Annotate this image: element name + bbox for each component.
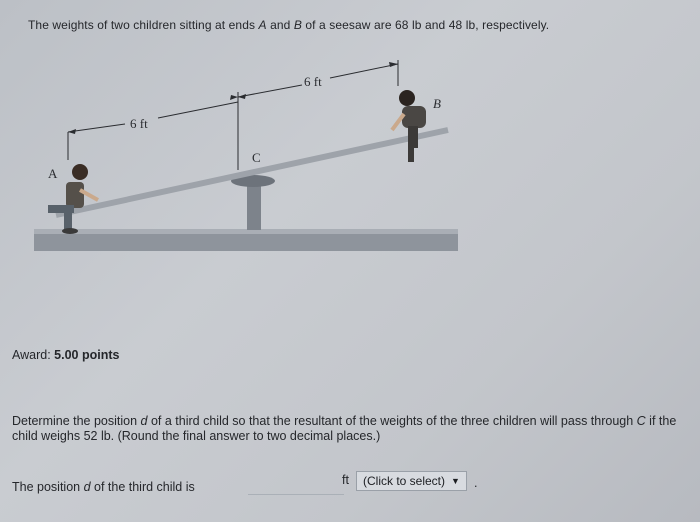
question-text [12, 414, 682, 444]
answer-label [12, 480, 195, 494]
dim-line-right-b [330, 64, 398, 78]
answer-label-part: of the third child is [90, 480, 195, 494]
dim-line-left-a [68, 124, 125, 132]
question-text-part: if the child weighs 52 lb. (Round the final answer to two decimal places.) [12, 414, 677, 443]
unit-label: ft [342, 473, 349, 487]
dimension-label-left: 6 ft [130, 116, 148, 131]
variable-d: d [83, 480, 91, 494]
question-text-part: Determine the position [12, 414, 141, 428]
arrowhead [230, 95, 238, 100]
ground-top [34, 229, 458, 234]
trailing-period: . [474, 476, 478, 490]
problem-text-part: and [266, 18, 294, 32]
problem-text-part: of a seesaw are 68 lb and 48 lb, respectively. [301, 18, 550, 32]
award-points: 5.00 points [54, 348, 120, 362]
fulcrum-post [247, 182, 261, 230]
variable-a: A [258, 18, 267, 32]
unit-select-dropdown[interactable] [356, 471, 467, 491]
label-c: C [252, 150, 261, 165]
variable-c: C [636, 414, 646, 428]
child-b-figure [392, 90, 426, 162]
caret-down-icon: ▼ [451, 476, 460, 486]
award-prefix: Award: [12, 348, 51, 362]
dim-line-right-a [238, 85, 302, 97]
label-b: B [433, 96, 441, 111]
variable-d: d [140, 414, 148, 428]
problem-text-part: The weights of two children sitting at ends [28, 18, 259, 32]
variable-b: B [293, 18, 302, 32]
answer-row [12, 472, 682, 496]
dim-line-left-b [158, 102, 238, 118]
question-text-part: of a third child so that the resultant of the weights of the three children will pass through [147, 414, 637, 428]
arrowhead [389, 62, 398, 67]
label-a: A [48, 166, 58, 181]
dimension-label-right: 6 ft [304, 74, 322, 89]
award-label [12, 348, 119, 362]
select-label: (Click to select) [363, 474, 446, 488]
answer-label-part: The position [12, 480, 84, 494]
answer-input[interactable] [248, 472, 344, 495]
